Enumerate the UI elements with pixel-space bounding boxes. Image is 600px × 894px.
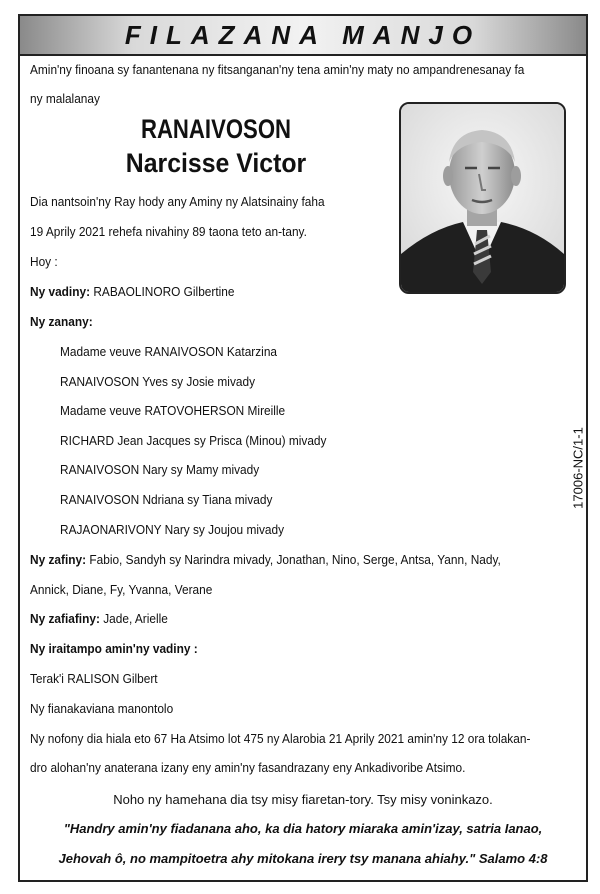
zafiafiny-label: Ny zafiafiny: (30, 611, 100, 626)
verse-line-2: Jehovah ô, no mampitoetra ahy mitokana irery tsy manana ahiahy." Salamo 4:8 (58, 851, 548, 866)
vadiny-value: RABAOLINORO Gilbertine (90, 284, 235, 299)
vadiny-label: Ny vadiny: (30, 284, 91, 299)
zafiny-line-2: Annick, Diane, Fy, Yvanna, Verane (30, 582, 213, 597)
iraitampo-item: Terak'i RALISON Gilbert (30, 671, 158, 686)
verse-line-1: "Handry amin'ny fiadanana aho, ka dia hatory miaraka amin'izay, satria Ianao, (63, 821, 543, 836)
header-title: FILAZANA MANJO (124, 20, 482, 50)
announcement-line-2: 19 Aprily 2021 rehefa nivahiny 89 taona teto an-tany. (30, 224, 307, 239)
zafiny-row (30, 552, 501, 568)
zanany-item: RAJAONARIVONY Nary sy Joujou mivady (60, 522, 285, 537)
zanany-item: RICHARD Jean Jacques sy Prisca (Minou) mivady (60, 433, 327, 448)
deceased-given-names: Narcisse Victor (125, 148, 307, 178)
zanany-item: RANAIVOSON Nary sy Mamy mivady (60, 462, 260, 477)
intro-line-1: Amin'ny finoana sy fanantenana ny fitsanganan'ny tena amin'ny maty no ampandrenesanay fa (30, 62, 525, 77)
zanany-item: RANAIVOSON Yves sy Josie mivady (60, 374, 256, 389)
funeral-line-1: Ny nofony dia hiala eto 67 Ha Atsimo lot 475 ny Alarobia 21 Aprily 2021 amin'ny 12 ora tolakan- (30, 731, 531, 746)
zanany-item: RANAIVOSON Ndriana sy Tiana mivady (60, 492, 273, 507)
portrait-image (401, 104, 564, 292)
intro-line-2: ny malalanay (30, 91, 100, 106)
vadiny-row (30, 284, 234, 300)
reference-code: 17006-NC/1-1 (570, 427, 586, 509)
zafiafiny-value: Jade, Arielle (99, 611, 168, 626)
announcement-line-1: Dia nantsoin'ny Ray hody any Aminy ny Alatsinainy faha (30, 194, 325, 209)
notice-line: Noho ny hamehana dia tsy misy fiaretan-tory. Tsy misy voninkazo. (113, 792, 493, 807)
zanany-label: Ny zanany: (30, 314, 93, 329)
zafiny-label: Ny zafiny: (30, 552, 87, 567)
hoy-label: Hoy : (30, 254, 58, 269)
deceased-surname: RANAIVOSON (140, 114, 292, 144)
zafiafiny-row (30, 611, 168, 627)
iraitampo-item: Ny fianakaviana manontolo (30, 701, 174, 716)
zanany-item: Madame veuve RANAIVOSON Katarzina (60, 344, 278, 359)
funeral-line-2: dro alohan'ny anaterana izany eny amin'ny fasandrazany eny Ankadivoribe Atsimo. (30, 760, 466, 775)
zanany-item: Madame veuve RATOVOHERSON Mireille (60, 403, 286, 418)
iraitampo-label: Ny iraitampo amin'ny vadiny : (30, 641, 198, 656)
portrait-photo (399, 102, 566, 294)
header-banner (20, 16, 586, 56)
zafiny-line-1: Fabio, Sandyh sy Narindra mivady, Jonathan, Nino, Serge, Antsa, Yann, Nady, (86, 552, 501, 567)
